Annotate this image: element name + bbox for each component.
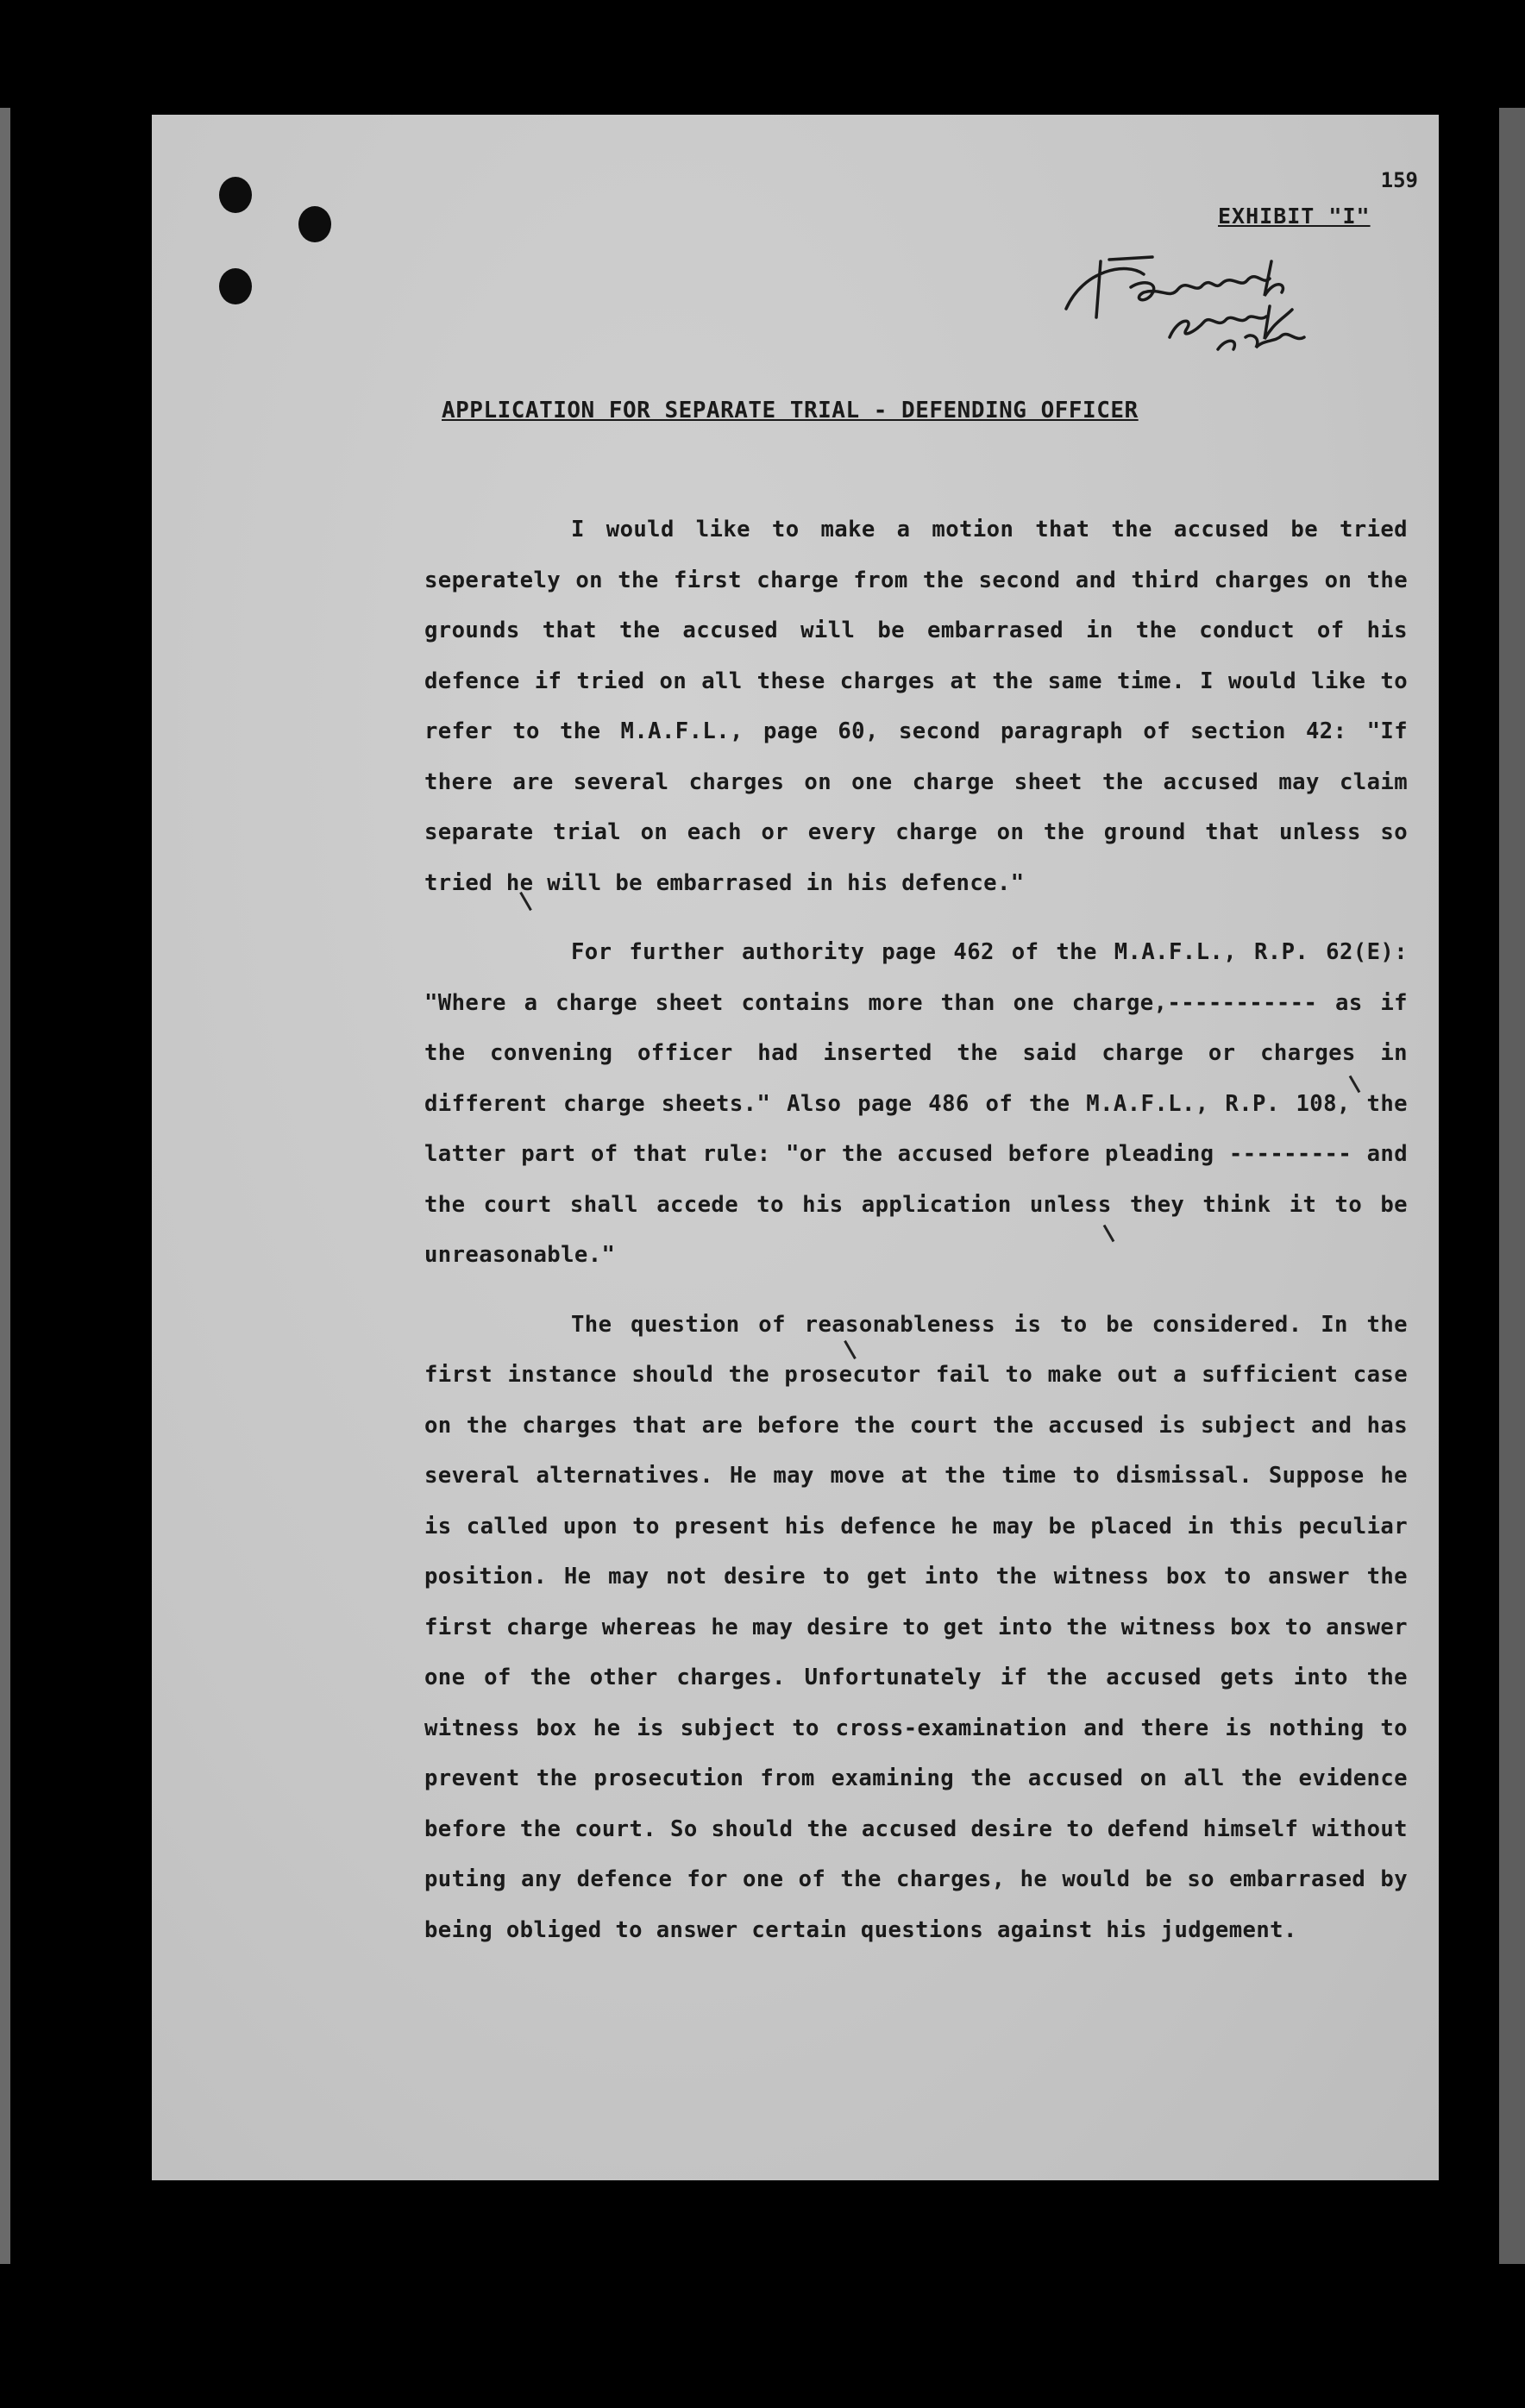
punch-hole: [298, 206, 331, 242]
adjacent-page-edge-left: [0, 108, 10, 2264]
document-body: [424, 505, 1408, 1974]
document-page: [152, 115, 1439, 2180]
page-number: 159: [1380, 168, 1418, 192]
punch-hole: [219, 268, 252, 304]
document-title: APPLICATION FOR SEPARATE TRIAL - DEFENDING OFFICER: [442, 398, 1139, 423]
handwritten-signature: [1049, 235, 1411, 356]
punch-hole: [219, 177, 252, 213]
paragraph-reasonableness: The question of reasonableness is to be considered. In the first instance should the prosecutor fail to make out a sufficient case on the charges that are before the court the accused is subject and has several alternatives. He may move at the time to dismissal. Suppose he is called upon to present his defence he may be placed in this peculiar position. He may not desire to get into the witness box to answer the first charge whereas he may desire to get into the witness box to answer one of the other charges. Unfortunately if the accused gets into the witness box he is subject to cross-examination and there is nothing to prevent the prosecution from examining the accused on all the evidence before the court. So should the accused desire to defend himself without puting any defence for one of the charges, he would be so embarrased by being obliged to answer certain questions against his judgement.: [424, 1311, 1408, 1943]
paragraph-authority: For further authority page 462 of the M.A.F.L., R.P. 62(E): "Where a charge sheet contains more than one charge,----------- as if the convening officer had inserted the said charge or charges in different charge sheets." Also page 486 of the M.A.F.L., R.P. 108, the latter part of that rule: "or the accused before pleading --------- and the court shall accede to his application unless they think it to be unreasonable.": [424, 939, 1408, 1268]
exhibit-label: EXHIBIT "I": [1218, 204, 1371, 229]
adjacent-page-edge-right: [1499, 108, 1525, 2264]
paragraph-motion: I would like to make a motion that the accused be tried seperately on the first charge from the second and third charges on the grounds that the accused will be embarrased in the conduct of his defence if tried on all these charges at the same time. I would like to refer to the M.A.F.L., page 60, second paragraph of section 42: "If there are several charges on one charge sheet the accused may claim separate trial on each or every charge on the ground that unless so tried he will be embarrased in his defence.": [424, 517, 1408, 896]
